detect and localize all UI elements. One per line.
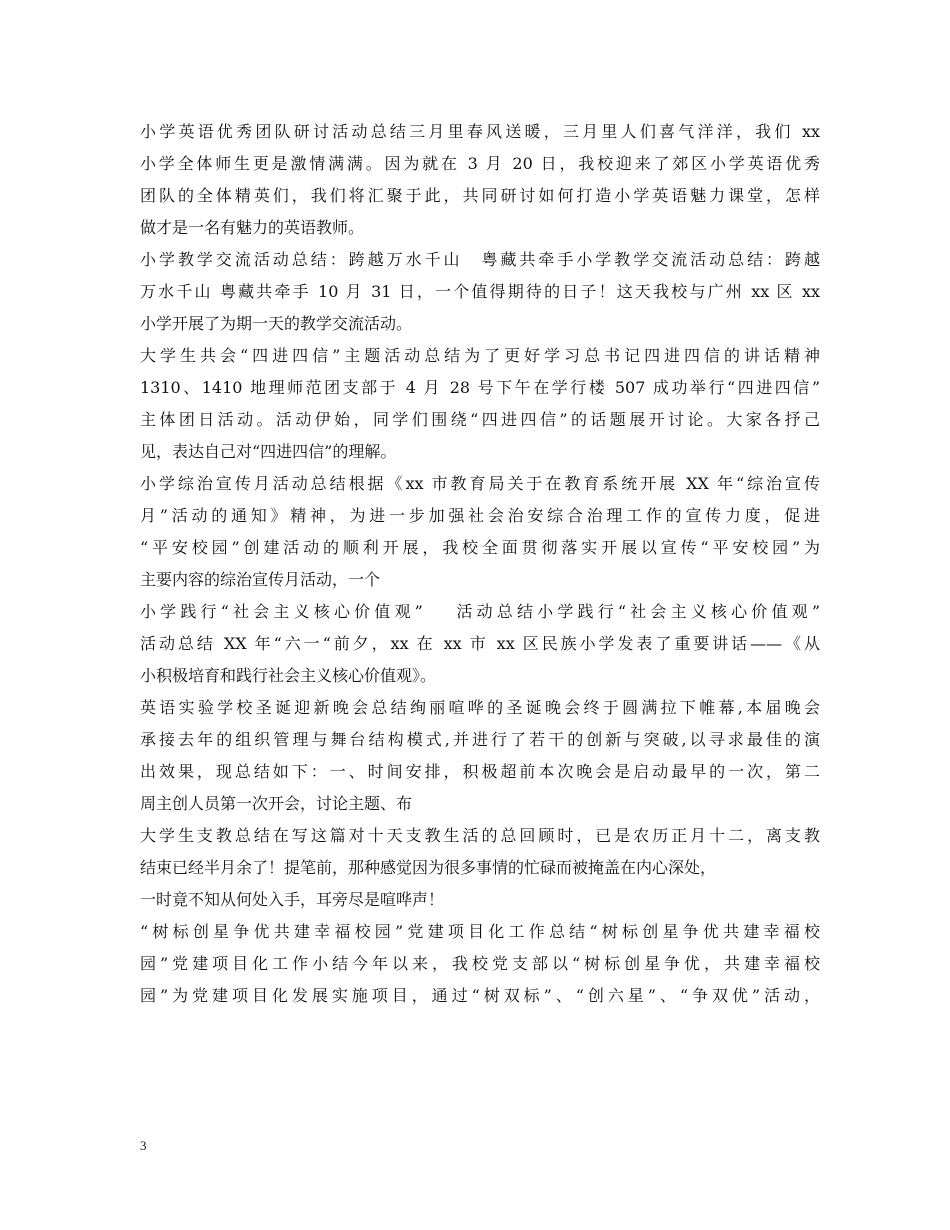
text-line: 小学教学交流活动总结：跨越万水千山 粤藏共牵手小学教学交流活动总结：跨越 [140, 250, 820, 269]
document-body [140, 116, 820, 1012]
text-line: 园”党建项目化工作小结今年以来，我校党支部以“树标创星争优，共建幸福校 [140, 954, 820, 973]
text-line: 月”活动的通知》精神，为进一步加强社会治安综合治理工作的宣传力度，促进 [140, 506, 820, 525]
text-line: 主体团日活动。活动伊始，同学们围绕“四进四信”的话题展开讨论。大家各抒己 [140, 410, 820, 429]
text-line: “树标创星争优共建幸福校园”党建项目化工作总结“树标创星争优共建幸福校 [140, 922, 820, 941]
text-line: 小学践行“社会主义核心价值观” 活动总结小学践行“社会主义核心价值观” [140, 602, 820, 621]
text-line: 1310、1410 地理师范团支部于 4 月 28 号下午在学行楼 507 成功举行“四进四信” [140, 378, 820, 397]
text-line: 小积极培育和践行社会主义核心价值观》。 [140, 666, 437, 685]
text-line: 小学开展了为期一天的教学交流活动。 [140, 314, 413, 333]
page-number: 3 [140, 1138, 147, 1153]
text-line: 一时竟不知从何处入手，耳旁尽是喧哗声！ [140, 890, 445, 909]
text-line: 大学生支教总结在写这篇对十天支教生活的总回顾时，已是农历正月十二，离支教 [140, 826, 820, 845]
text-line: 英语实验学校圣诞迎新晚会总结绚丽喧哗的圣诞晚会终于圆满拉下帷幕,本届晚会 [140, 698, 820, 717]
text-line: 小学英语优秀团队研讨活动总结三月里春风送暖，三月里人们喜气洋洋，我们 xx [140, 122, 820, 141]
text-line: 主要内容的综治宣传月活动，一个 [140, 570, 381, 589]
text-line: 承接去年的组织管理与舞台结构模式,并进行了若干的创新与突破,以寻求最佳的演 [140, 730, 820, 749]
text-line: 周主创人员第一次开会，讨论主题、布 [140, 794, 413, 813]
text-line: 见，表达自己对“四进四信”的理解。 [140, 442, 397, 461]
text-line: 做才是一名有魅力的英语教师。 [140, 218, 365, 237]
text-line: 万水千山 粤藏共牵手 10 月 31 日，一个值得期待的日子！这天我校与广州 xx 区 xx [140, 282, 820, 301]
text-line: 团队的全体精英们，我们将汇聚于此，共同研讨如何打造小学英语魅力课堂，怎样 [140, 186, 820, 205]
text-line: 结束已经半月余了！提笔前，那种感觉因为很多事情的忙碌而被掩盖在内心深处， [140, 858, 717, 877]
text-line: 大学生共会“四进四信”主题活动总结为了更好学习总书记四进四信的讲话精神 [140, 346, 820, 365]
text-line: 活动总结 XX 年“六一“前夕，xx 在 xx 市 xx 区民族小学发表了重要讲话——《从 [140, 634, 820, 653]
text-line: 小学全体师生更是激情满满。因为就在 3 月 20 日，我校迎来了郊区小学英语优秀 [140, 154, 820, 173]
text-line: 小学综治宣传月活动总结根据《xx 市教育局关于在教育系统开展 XX 年“综治宣传 [140, 474, 820, 493]
text-line: “平安校园”创建活动的顺利开展，我校全面贯彻落实开展以宣传“平安校园”为 [140, 538, 820, 557]
text-line: 园”为党建项目化发展实施项目，通过“树双标”、“创六星”、“争双优”活动， [140, 986, 820, 1005]
text-line: 出效果，现总结如下：一、时间安排，积极超前本次晚会是启动最早的一次，第二 [140, 762, 820, 781]
